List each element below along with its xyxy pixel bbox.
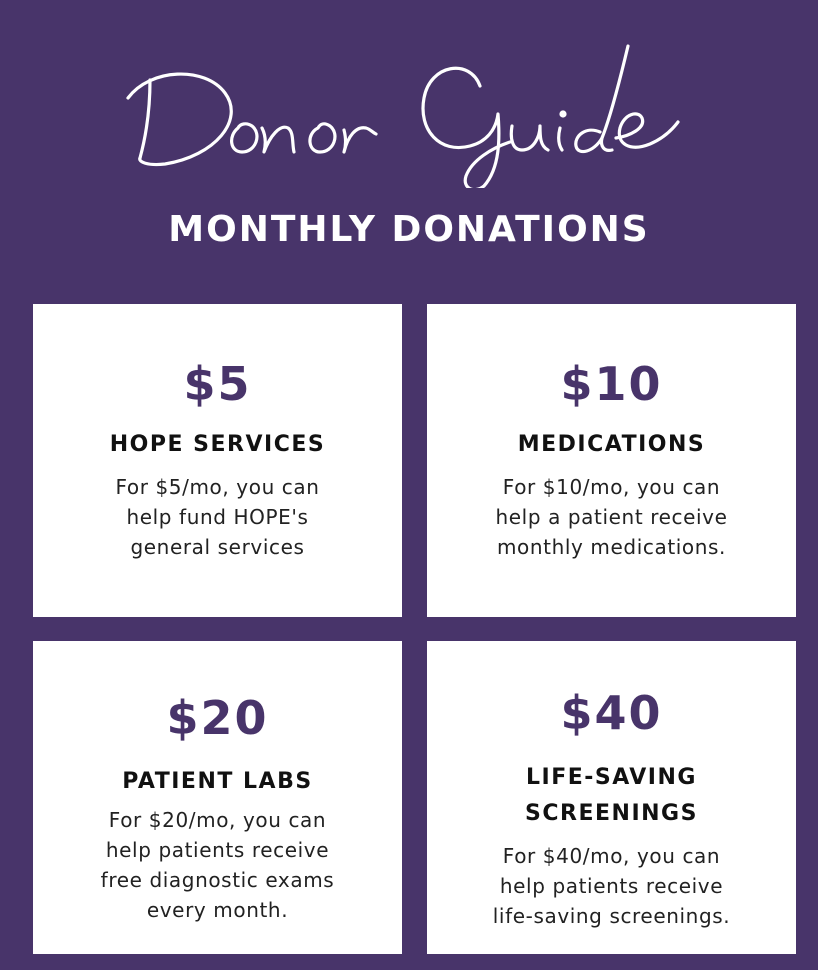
section-title: MONTHLY DONATIONS bbox=[168, 209, 650, 250]
donation-heading-line: PATIENT LABS bbox=[122, 769, 313, 794]
donation-card-5 bbox=[33, 304, 402, 617]
donation-heading bbox=[427, 760, 796, 832]
donation-description-line: help patients receive bbox=[105, 838, 330, 862]
script-title-lettering bbox=[0, 18, 818, 188]
donation-card-40 bbox=[427, 641, 796, 954]
donation-description bbox=[427, 472, 796, 562]
donation-description bbox=[33, 472, 402, 562]
donation-amount: $40 bbox=[560, 686, 663, 740]
donation-heading-line: SCREENINGS bbox=[525, 801, 698, 826]
donation-heading bbox=[33, 427, 402, 463]
donation-description-line: For $5/mo, you can bbox=[115, 475, 320, 499]
donation-heading bbox=[427, 427, 796, 463]
donation-heading-line: HOPE SERVICES bbox=[109, 432, 326, 457]
donation-heading-line: LIFE-SAVING bbox=[526, 765, 697, 790]
donation-description-line: help patients receive bbox=[499, 874, 724, 898]
donor-guide-script-title bbox=[0, 18, 818, 188]
donation-heading bbox=[33, 764, 402, 800]
donation-description-line: For $10/mo, you can bbox=[502, 475, 721, 499]
donation-description-line: every month. bbox=[146, 898, 289, 922]
donation-description-line: life-saving screenings. bbox=[492, 904, 731, 928]
donation-card-10 bbox=[427, 304, 796, 617]
donation-description bbox=[33, 805, 402, 925]
donation-description-line: free diagnostic exams bbox=[100, 868, 335, 892]
donation-description-line: general services bbox=[130, 535, 305, 559]
donation-card-20 bbox=[33, 641, 402, 954]
donation-amount: $20 bbox=[166, 691, 269, 745]
donation-description-line: For $40/mo, you can bbox=[502, 844, 721, 868]
donation-description-line: monthly medications. bbox=[496, 535, 727, 559]
donation-description-line: For $20/mo, you can bbox=[108, 808, 327, 832]
donation-heading-line: MEDICATIONS bbox=[517, 432, 706, 457]
donation-amount: $5 bbox=[183, 357, 252, 411]
donation-amount: $10 bbox=[560, 357, 663, 411]
donation-description bbox=[427, 841, 796, 931]
donation-description-line: help fund HOPE's bbox=[126, 505, 309, 529]
donation-description-line: help a patient receive bbox=[495, 505, 728, 529]
